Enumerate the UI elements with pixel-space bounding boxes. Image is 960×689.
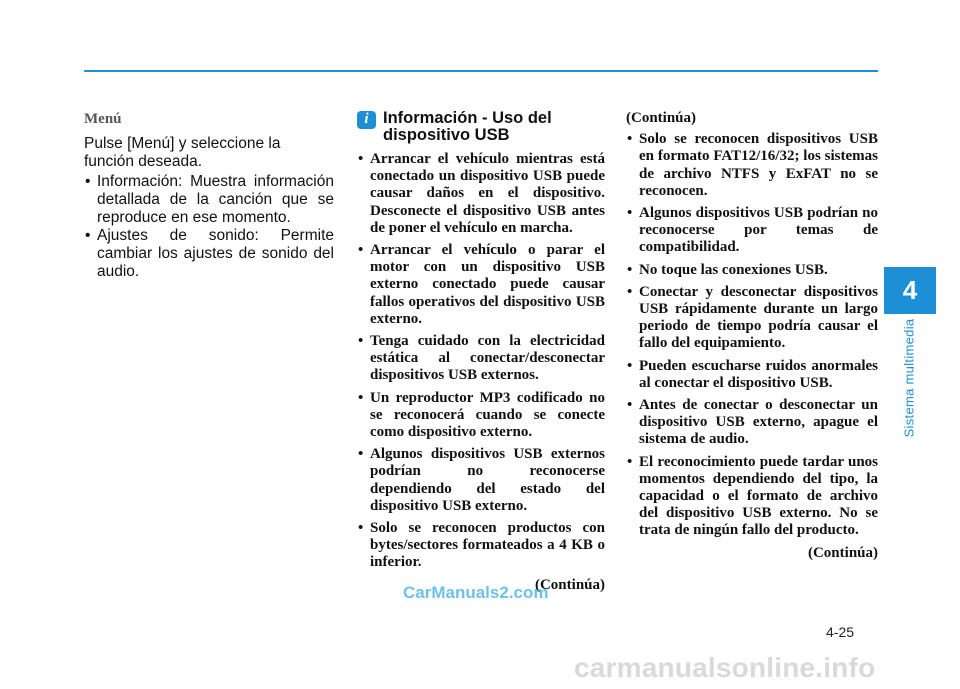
page-number: 4-25 [826, 624, 855, 640]
list-item: • Algunos dispositivos USB externos podrían no reconocerse dependiendo del estado del dispositivo USB externo. [357, 446, 605, 515]
list-item: • Conectar y desconectar dispositivos USB rápidamente durante un largo periodo de tiempo podría causar el fallo del equipamiento. [626, 284, 878, 353]
watermark-carmanuals2: CarManuals2.com [403, 583, 549, 602]
menu-heading: Menú [84, 111, 122, 127]
list-item: • Antes de conectar o desconectar un dispositivo USB externo, apague el sistema de audio. [626, 397, 878, 449]
list-item: • Solo se reconocen productos con bytes/sectores formateados a 4 KB o inferior. [357, 520, 605, 572]
header-rule [84, 70, 878, 72]
list-item: • Un reproductor MP3 codificado no se reconocerá cuando se conecte como dispositivo externo. [357, 390, 605, 442]
chapter-number: 4 [902, 275, 918, 305]
list-item: • Ajustes de sonido: Permite cambiar los ajustes de sonido del audio. [84, 227, 334, 281]
list-item: • Tenga cuidado con la electricidad estática al conectar/desconectar dispositivos USB externos. [357, 333, 605, 385]
continues-label: (Continúa) [534, 576, 605, 593]
list-item: • Pueden escucharse ruidos anormales al conectar el dispositivo USB. [626, 358, 878, 392]
list-item: • Información: Muestra información detallada de la canción que se reproduce en ese momento. [84, 173, 334, 227]
column-usb-info [357, 110, 605, 594]
column-usb-info-continued [626, 110, 878, 562]
continued-label: (Continúa) [626, 110, 697, 126]
list-item: • No toque las conexiones USB. [626, 262, 878, 279]
list-item: • Arrancar el vehículo o parar el motor con un dispositivo USB externo conectado puede causar fallos operativos del dispositivo USB externo. [357, 242, 605, 328]
list-item: • Arrancar el vehículo mientras está conectado un dispositivo USB puede causar daños en el dispositivo. Desconecte el dispositivo USB antes de poner el vehículo en marcha. [357, 151, 605, 237]
list-item: • Solo se reconocen dispositivos USB en formato FAT12/16/32; los sistemas de archivo NTFS y ExFAT no se reconocen. [626, 131, 878, 200]
info-title: Información - Uso del dispositivo USB [383, 109, 552, 144]
chapter-side-label: Sistema multimedia [901, 318, 917, 438]
column-menu [84, 110, 334, 281]
menu-list [84, 173, 334, 281]
info-header [357, 110, 605, 144]
chapter-tab [884, 267, 936, 314]
usb-info-list [357, 151, 605, 572]
list-item: • El reconocimiento puede tardar unos momentos dependiendo del tipo, la capacidad o el formato de archivo del dispositivo USB externo. No se trata de ningún fallo del producto. [626, 454, 878, 540]
continues-label: (Continúa) [807, 544, 878, 561]
menu-paragraph: Pulse [Menú] y seleccione la función deseada. [84, 135, 281, 170]
usb-info-list-continued [626, 131, 878, 539]
list-item: • Algunos dispositivos USB podrían no reconocerse por temas de compatibilidad. [626, 205, 878, 257]
watermark-carmanualsonline: carmanualsonline.info [574, 652, 876, 683]
info-icon: i [357, 111, 376, 129]
